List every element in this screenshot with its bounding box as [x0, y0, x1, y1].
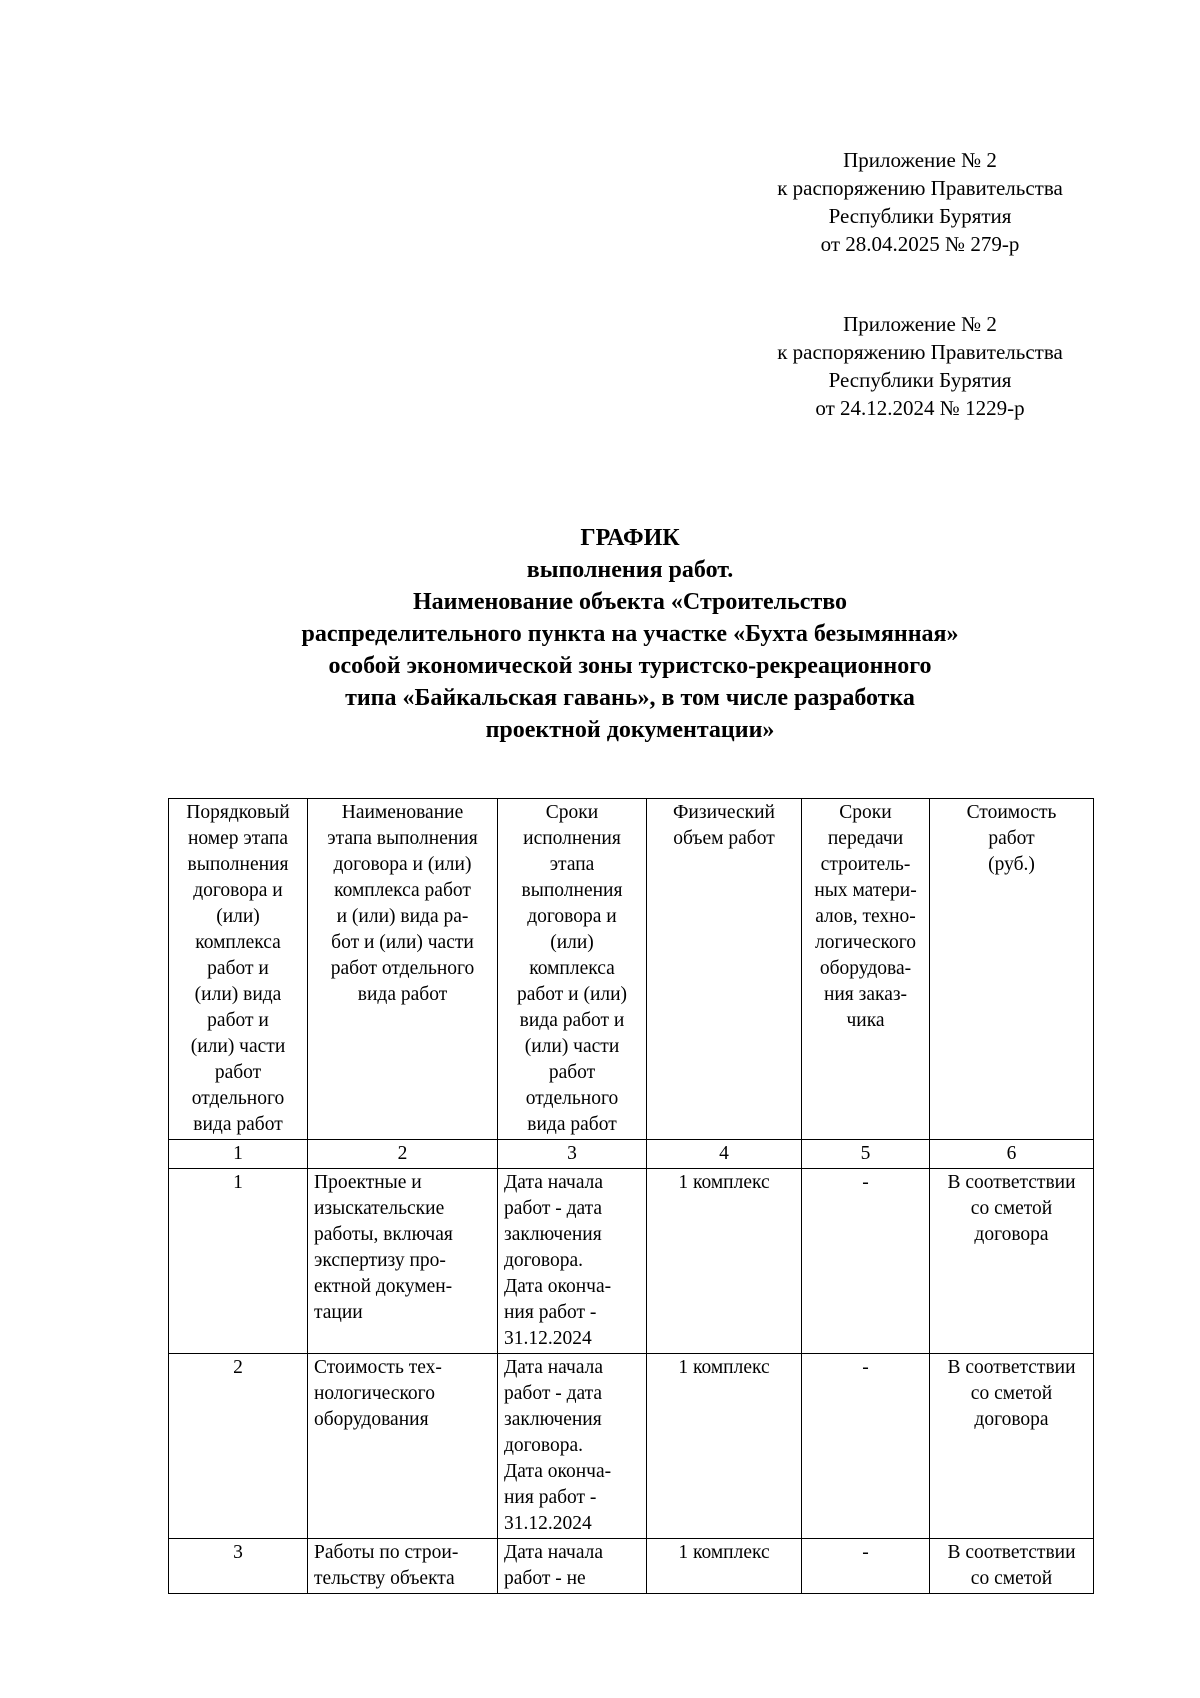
appendix-line: Приложение № 2 — [843, 148, 997, 172]
stage-name-cell: Проектные и изыскательские работы, включая экспертизу про- ектной докумен- тации — [308, 1169, 498, 1354]
column-number-cell: 1 — [169, 1140, 308, 1169]
title-line: выполнения работ. — [526, 557, 734, 583]
title-line: типа «Байкальская гавань», в том числе разработка — [345, 685, 915, 711]
stage-name-cell: Стоимость тех- нологического оборудования — [308, 1354, 498, 1539]
column-number-cell: 6 — [930, 1140, 1094, 1169]
appendix-note-previous — [740, 310, 1100, 422]
stage-number-cell: 1 — [169, 1169, 308, 1354]
stage-name-cell: Работы по строи- тельству объекта — [308, 1539, 498, 1594]
appendix-line: от 28.04.2025 № 279-р — [820, 232, 1020, 256]
transfer-terms-cell: - — [802, 1354, 930, 1539]
column-number-cell: 5 — [802, 1140, 930, 1169]
physical-volume-cell: 1 комплекс — [647, 1169, 802, 1354]
table-column-number-row — [169, 1140, 1094, 1169]
cost-cell: В соответствии со сметой договора — [930, 1169, 1094, 1354]
header-cell-physical-volume: Физический объем работ — [647, 799, 802, 1140]
physical-volume-cell: 1 комплекс — [647, 1354, 802, 1539]
appendix-line: Приложение № 2 — [843, 312, 997, 336]
physical-volume-cell: 1 комплекс — [647, 1539, 802, 1594]
transfer-terms-cell: - — [802, 1539, 930, 1594]
execution-terms-cell: Дата начала работ - дата заключения договора. Дата оконча- ния работ - 31.12.2024 — [498, 1169, 647, 1354]
column-number-cell: 3 — [498, 1140, 647, 1169]
execution-terms-cell: Дата начала работ - не — [498, 1539, 647, 1594]
cost-cell: В соответствии со сметой — [930, 1539, 1094, 1594]
header-cell-transfer-terms: Сроки передачи строитель- ных матери- алов, техно- логического оборудова- ния заказ- чика — [802, 799, 930, 1140]
appendix-line: от 24.12.2024 № 1229-р — [815, 396, 1025, 420]
table-row — [169, 1354, 1094, 1539]
stage-number-cell: 3 — [169, 1539, 308, 1594]
appendix-line: Республики Бурятия — [828, 204, 1012, 228]
title-line: ГРАФИК — [580, 525, 680, 551]
appendix-line: Республики Бурятия — [828, 368, 1012, 392]
title-line: Наименование объекта «Строительство — [412, 589, 848, 615]
title-line: распределительного пункта на участке «Бухта безымянная» — [301, 621, 959, 647]
appendix-note-current — [740, 146, 1100, 258]
column-number-cell: 2 — [308, 1140, 498, 1169]
transfer-terms-cell: - — [802, 1169, 930, 1354]
table-row — [169, 1169, 1094, 1354]
appendix-line: к распоряжению Правительства — [777, 340, 1063, 364]
header-cell-stage-number: Порядковый номер этапа выполнения договора и (или) комплекса работ и (или) вида работ и (или) части работ отдельного вида работ — [169, 799, 308, 1140]
header-cell-execution-terms: Сроки исполнения этапа выполнения договора и (или) комплекса работ и (или) вида работ и (или) части работ отдельного вида работ — [498, 799, 647, 1140]
work-schedule-table — [168, 798, 1094, 1594]
table-row — [169, 1539, 1094, 1594]
stage-number-cell: 2 — [169, 1354, 308, 1539]
title-line: проектной документации» — [485, 717, 775, 743]
cost-cell: В соответствии со сметой договора — [930, 1354, 1094, 1539]
column-number-cell: 4 — [647, 1140, 802, 1169]
execution-terms-cell: Дата начала работ - дата заключения договора. Дата оконча- ния работ - 31.12.2024 — [498, 1354, 647, 1539]
title-line: особой экономической зоны туристско-рекреационного — [328, 653, 932, 679]
appendix-line: к распоряжению Правительства — [777, 176, 1063, 200]
header-cell-stage-name: Наименование этапа выполнения договора и (или) комплекса работ и (или) вида ра- бот и (или) части работ отдельного вида работ — [308, 799, 498, 1140]
document-title — [150, 522, 1110, 746]
header-cell-cost: Стоимость работ (руб.) — [930, 799, 1094, 1140]
table-header-row — [169, 799, 1094, 1140]
